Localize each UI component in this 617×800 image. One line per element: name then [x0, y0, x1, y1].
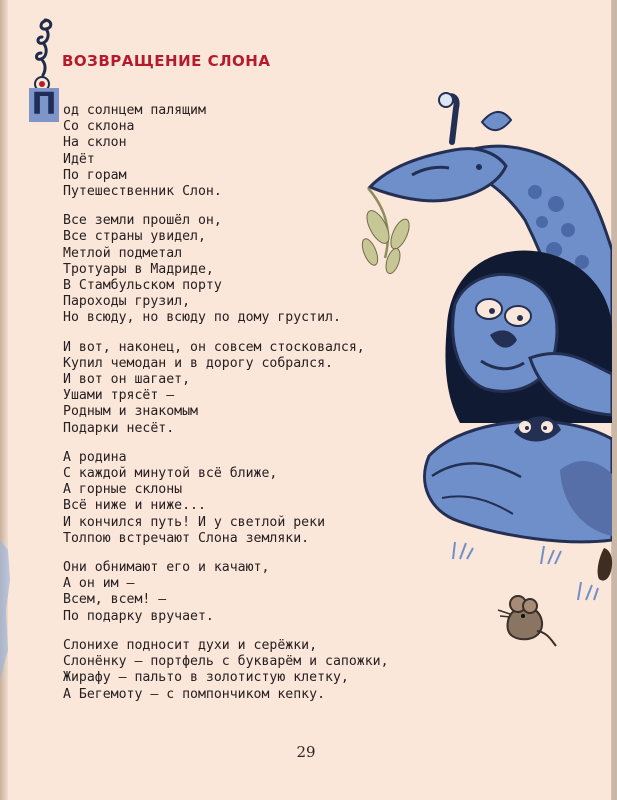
poem-line: Со склона: [63, 119, 135, 135]
poem-line: Слонёнку — портфель с букварём и сапожки,: [63, 654, 389, 670]
poem-line: Жирафу — пальто в золотистую клетку,: [63, 670, 349, 686]
poem-line: Все страны увидел,: [63, 229, 206, 245]
poem-line: Тротуары в Мадриде,: [63, 261, 214, 277]
poem-line: И вот, наконец, он совсем стосковался,: [63, 339, 365, 355]
poem-line: По подарку вручает.: [63, 608, 214, 624]
poem-line: Толпою встречают Слона земляки.: [63, 530, 310, 546]
poem-line: А он им —: [63, 576, 135, 592]
left-edge-illustration: [0, 540, 12, 680]
animals-illustration: [330, 80, 612, 640]
poem-line: Купил чемодан и в дорогу собрался.: [63, 355, 333, 371]
mouse-icon: [490, 588, 560, 648]
poem-line: Родным и знакомым: [63, 404, 198, 420]
poem-line: И кончился путь! И у светлой реки: [63, 514, 326, 530]
poem-line: Они обнимают его и качают,: [63, 560, 270, 576]
page-edge-shadow: [0, 0, 8, 800]
poem-line: од солнцем палящим: [63, 103, 206, 118]
poem-line: В Стамбульском порту: [63, 278, 222, 294]
poem-line: Метлой подметал: [63, 245, 183, 261]
poem-line: По горам: [63, 167, 127, 183]
poem-line: Идёт: [63, 151, 95, 167]
right-edge-illustration: [596, 545, 614, 585]
poem-line: Всем, всем! —: [63, 592, 167, 608]
poem-line: Всё ниже и ниже...: [63, 498, 206, 514]
drop-cap-letter: П: [29, 88, 59, 122]
poem-line: Путешественник Слон.: [63, 184, 222, 200]
poem-line: На склон: [63, 135, 127, 151]
poem-title: ВОЗВРАЩЕНИЕ СЛОНА: [62, 52, 271, 70]
page-number: 29: [296, 743, 316, 761]
poem-line: Подарки несёт.: [63, 420, 175, 436]
poem-line: Ушами трясёт —: [63, 388, 175, 404]
poem-line: И вот он шагает,: [63, 372, 191, 388]
poem-line: С каждой минутой всё ближе,: [63, 466, 278, 482]
poem-line: А родина: [63, 449, 127, 465]
right-page-strip: [612, 0, 617, 800]
poem-line: Слонихе подносит духи и серёжки,: [63, 637, 318, 653]
poem-line: Все земли прошёл он,: [63, 213, 222, 229]
poem-line: А горные склоны: [63, 482, 183, 498]
poem-line: Пароходы грузил,: [63, 294, 191, 310]
poem-line: А Бегемоту — с помпончиком кепку.: [63, 686, 326, 702]
poem-line: Но всюду, но всюду по дому грустил.: [63, 310, 341, 326]
stanza: [63, 638, 483, 703]
